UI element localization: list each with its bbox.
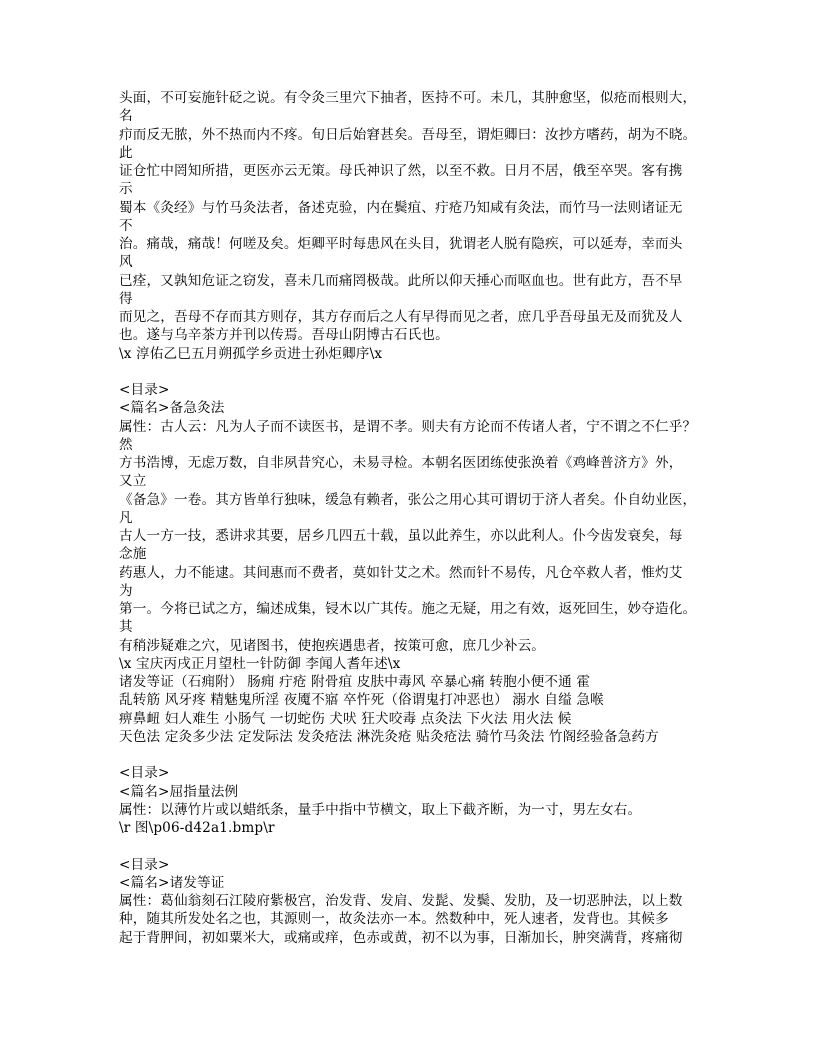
text-line: 天色法 定灸多少法 定发际法 发灸疮法 淋洗灸疮 贴灸疮法 骑竹马灸法 竹阁经验备急药方 — [119, 728, 659, 745]
text-line: 风 — [119, 254, 133, 271]
text-line: \x 宝庆丙戌正月望杜一针防御 李闻人耆年述\x — [119, 655, 401, 672]
text-line: 示 — [119, 181, 133, 198]
text-line: <目录> — [119, 382, 170, 398]
text-line: 念施 — [119, 546, 147, 563]
text-line: <目录> — [119, 765, 170, 782]
text-line: 乱转筋 风牙疼 精魅鬼所淫 夜魇不寤 卒忤死（俗谓鬼打冲恶也） 溺水 自缢 急喉 — [119, 692, 604, 709]
text-line: 种，随其所发处名之也，其源则一，故灸法亦一本。然数种中，死人速者，发背也。其候多 — [119, 911, 669, 928]
text-line: 而见之，吾母不存而其方则存，其方存而后之人有早得而见之者，庶几乎吾母虽无及而犹及人 — [119, 309, 683, 325]
text-line: 为 — [119, 582, 133, 599]
text-line: <篇名>备急灸法 — [119, 400, 225, 417]
text-line: 蜀本《灸经》与竹马灸法者，备述克验，内在鬓疽、疔疮乃知咸有灸法，而竹马一法则诸证无 — [119, 199, 683, 216]
text-line: <篇名>诸发等证 — [119, 874, 225, 891]
text-line: 名 — [119, 108, 133, 125]
text-line: 起于背胛间，初如粟米大，或痛或痒，色赤或黄，初不以为事，日渐加长，肿突满背，疼痛彻 — [119, 929, 683, 946]
text-line: 得 — [119, 290, 133, 307]
text-line: 此 — [119, 144, 133, 161]
text-line: 属性：葛仙翁刻石江陵府紫极宫，治发背、发肩、发髭、发鬓、发肋，及一切恶肿法，以上数 — [119, 893, 683, 909]
text-line: \r 图\p06-d42a1.bmp\r — [119, 820, 275, 836]
text-line: 已痊，又孰知危证之窃发，喜未几而痛罔极哉。此所以仰天捶心而呕血也。世有此方，吾不早 — [119, 272, 683, 289]
text-line: 诸发等证（石痈附） 肠痈 疔疮 附骨疽 皮肤中毒风 卒暴心痛 转胞小便不通 霍 — [119, 674, 591, 690]
text-line: 不 — [119, 217, 133, 234]
text-line: 有稍涉疑难之穴，见诸图书，使抱疾遇患者，按策可愈，庶几少补云。 — [119, 637, 546, 654]
text-line — [119, 363, 719, 381]
text-line: 治。痛哉，痛哉！何嗟及矣。炬卿平时每患风在头目，犹谓老人脱有隐疾，可以延寿，幸而头 — [119, 236, 683, 252]
text-line — [119, 837, 719, 855]
text-line: 其 — [119, 619, 133, 636]
text-line: 属性：古人云：凡为人子而不读医书，是谓不孝。则夫有方论而不传诸人者，宁不谓之不仁乎？ — [119, 418, 697, 435]
text-line: 然 — [119, 436, 133, 453]
text-line: 也。遂与乌辛茶方并刊以传焉。吾母山阴博古石氏也。 — [119, 327, 449, 344]
text-line: 第一。今将已试之方，编述成集，锓木以广其传。施之无疑，用之有效，返死回生，妙夺造化。 — [119, 601, 697, 617]
text-line: 证仓忙中罔知所措，更医亦云无策。母氏神识了然，以至不救。日月不居，俄至卒哭。客有携 — [119, 163, 683, 179]
text-line: 属性：以薄竹片或以蜡纸条，量手中指中节横文，取上下截齐断，为一寸，男左女右。 — [119, 801, 642, 818]
text-line: 药惠人，力不能逮。其间惠而不费者，莫如针艾之术。然而针不易传，凡仓卒救人者，惟灼艾 — [119, 564, 683, 581]
text-line: <目录> — [119, 856, 170, 873]
text-line: 《备急》一卷。其方皆单行独味，缓急有赖者，张公之用心其可谓切于济人者矣。仆自幼业医， — [119, 491, 697, 508]
text-line: 头面，不可妄施针砭之说。有令灸三里穴下抽者，医持不可。未几，其肿愈坚，似疮而根则大， — [119, 90, 697, 106]
text-line: 又立 — [119, 473, 147, 490]
text-line: <篇名>屈指量法例 — [119, 783, 239, 800]
text-line: 方书浩博，无虑万数，自非夙昔究心，未易寻检。本朝名医团练使张涣着《鸡峰普济方》外， — [119, 455, 683, 471]
text-line: 古人一方一技，悉讲求其要，居乡几四五十载，虽以此养生，亦以此利人。仆今齿发衰矣，每 — [119, 528, 683, 544]
text-line: 凡 — [119, 509, 133, 526]
text-line: \x 淳佑乙巳五月朔孤学乡贡进士孙炬卿序\x — [119, 345, 383, 362]
text-line: 疖而反无脓，外不热而内不疼。旬日后始窘甚矣。吾母至，谓炬卿曰：汝抄方嗜药，胡为不晓。 — [119, 126, 697, 143]
text-line: 痹鼻衄 妇人难生 小肠气 一切蛇伤 犬吠 狂犬咬毒 点灸法 下火法 用火法 候 — [119, 710, 572, 727]
text-line — [119, 746, 719, 764]
